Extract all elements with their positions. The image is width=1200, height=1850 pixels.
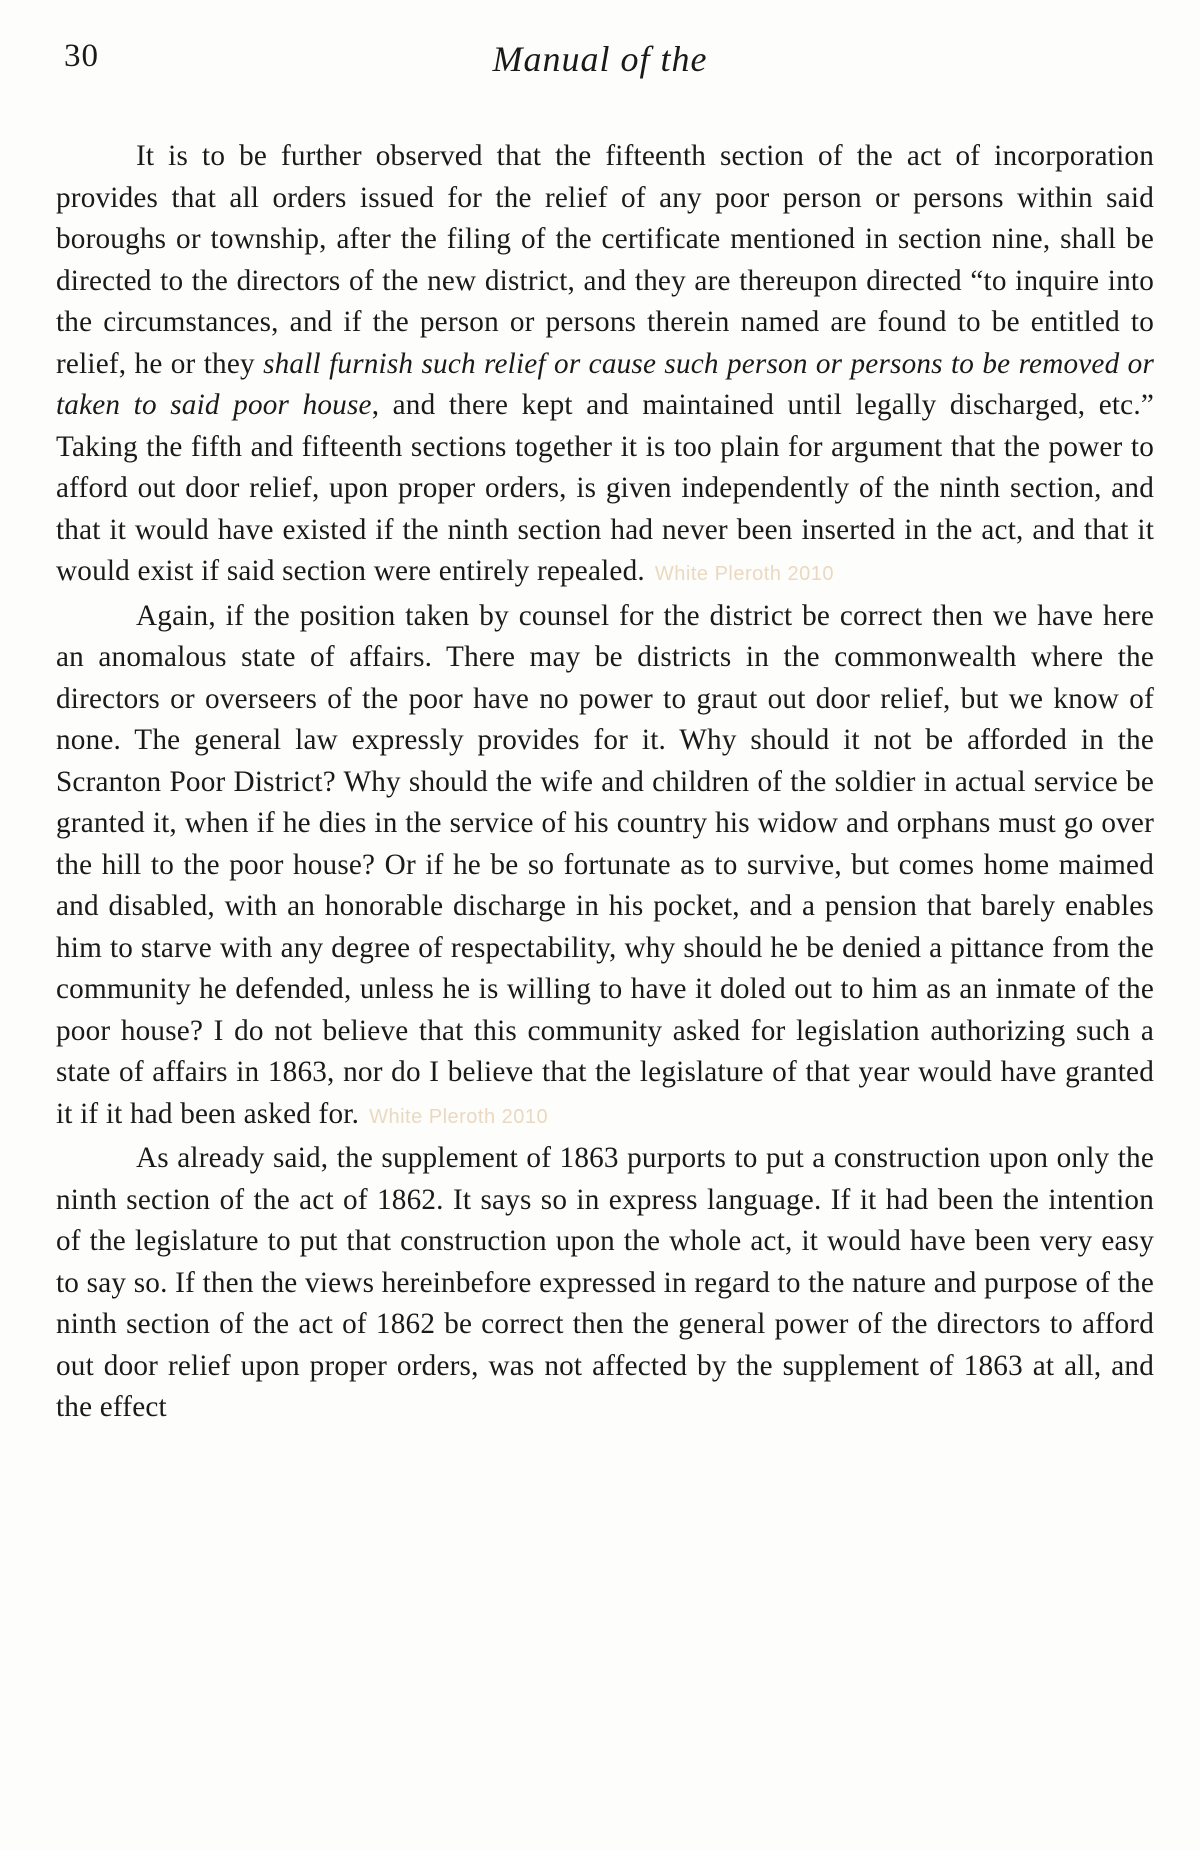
page-number: 30 [64, 38, 99, 74]
paragraph-1-text-a: It is to be further observed that the fifteenth section of the act of incorporation provides that all orders issued for the relief of any poor person or persons within said boroughs or township, after the filing of the certificate mentioned in section nine, shall be directed to the directors of the new district, and they are thereupon directed “to inquire into the circumstances, and if the person or persons therein named are found to be entitled to relief, he or they [56, 140, 1154, 380]
paragraph-1-italic-quote: shall furnish such relief or cause such person or persons to be removed or taken to said poor house [56, 347, 1155, 421]
watermark-2: White Pleroth 2010 [369, 1105, 549, 1128]
paragraph-2 [56, 596, 1154, 1139]
body-text [56, 136, 1154, 1429]
paragraph-1 [56, 136, 1154, 596]
paragraph-3-text: As already said, the supplement of 1863 purports to put a construction upon only the ninth section of the act of 1862. It says so in express language. If it had been the intention of the legislature to put that construction upon the whole act, it would have been very easy to say so. If then the views hereinbefore expressed in regard to the nature and purpose of the ninth section of the act of 1862 be correct then the general power of the directors to afford out door relief upon proper orders, was not affected by the supplement of 1863 at all, and the effect [56, 1142, 1154, 1423]
running-head: Manual of the [492, 39, 708, 79]
paragraph-2-text: Again, if the position taken by counsel for the district be correct then we have here an anomalous state of affairs. There may be districts in the commonwealth where the directors or overseers of the poor have no power to graut out door relief, but we know of none. The general law expressly provides for it. Why should it not be afforded in the Scranton Poor District? Why should the wife and children of the soldier in actual service be granted it, when if he dies in the service of his country his widow and orphans must go over the hill to the poor house? Or if he be so fortunate as to survive, but comes home maimed and disabled, with an honorable discharge in his pocket, and a pension that barely enables him to starve with any degree of respectability, why should he be denied a pittance from the community he defended, unless he is willing to have it doled out to him as an inmate of the poor house? I do not believe that this community asked for legislation authorizing such a state of affairs in 1863, nor do I believe that the legislature of that year would have granted it if it had been asked for. [56, 599, 1154, 1130]
paragraph-1-text-b: , and there kept and maintained until legally discharged, etc.” Taking the fifth and fifteenth sections together it is too plain for argument that the power to afford out door relief, upon proper orders, is given independently of the ninth section, and that it would have existed if the ninth section had never been inserted in the act, and that it would exist if said section were entirely repealed. [56, 389, 1154, 587]
page-header [64, 38, 1136, 88]
watermark-1: White Pleroth 2010 [654, 563, 834, 585]
paragraph-3 [56, 1138, 1154, 1429]
